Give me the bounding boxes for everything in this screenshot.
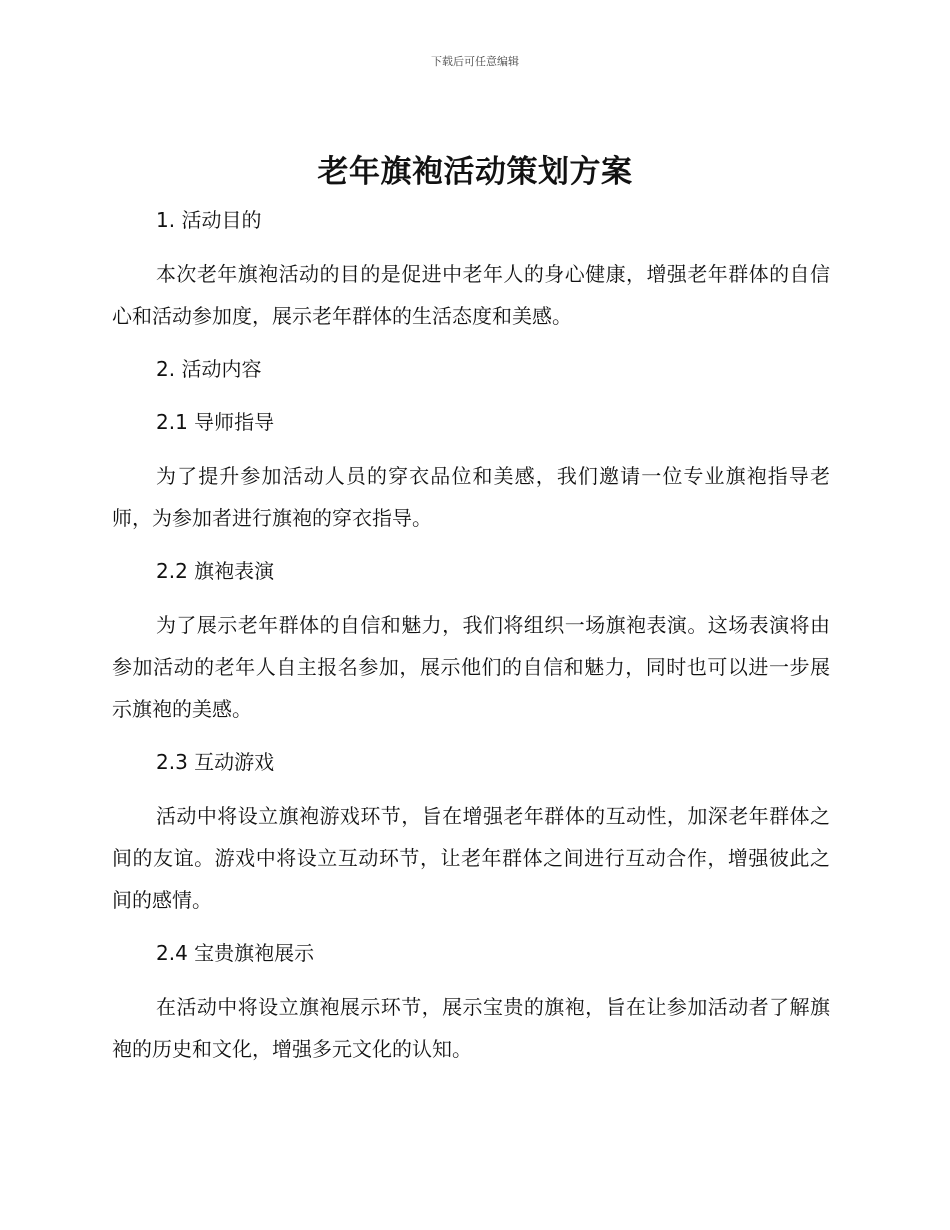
section-paragraph-games: 活动中将设立旗袍游戏环节，旨在增强老年群体的互动性，加深老年群体之间的友谊。游戏中将设立互动环节，让老年群体之间进行互动合作，增强彼此之间的感情。 (112, 804, 830, 912)
section-heading-performance: 2.2 旗袍表演 (156, 559, 275, 583)
document-body (112, 200, 830, 1070)
header-note: 下载后可任意编辑 (431, 55, 519, 68)
section-heading-purpose: 1. 活动目的 (156, 208, 262, 232)
section-heading-content: 2. 活动内容 (156, 357, 262, 381)
section-heading-mentor: 2.1 导师指导 (156, 410, 275, 434)
section-paragraph-mentor: 为了提升参加活动人员的穿衣品位和美感，我们邀请一位专业旗袍指导老师，为参加者进行旗袍的穿衣指导。 (112, 464, 830, 530)
section-heading-games: 2.3 互动游戏 (156, 750, 275, 774)
section-paragraph-exhibition: 在活动中将设立旗袍展示环节，展示宝贵的旗袍，旨在让参加活动者了解旗袍的历史和文化，增强多元文化的认知。 (112, 995, 830, 1061)
section-heading-exhibition: 2.4 宝贵旗袍展示 (156, 941, 315, 965)
document-title: 老年旗袍活动策划方案 (317, 154, 633, 190)
section-paragraph-purpose: 本次老年旗袍活动的目的是促进中老年人的身心健康，增强老年群体的自信心和活动参加度，展示老年群体的生活态度和美感。 (112, 262, 830, 328)
section-paragraph-performance: 为了展示老年群体的自信和魅力，我们将组织一场旗袍表演。这场表演将由参加活动的老年人自主报名参加，展示他们的自信和魅力，同时也可以进一步展示旗袍的美感。 (112, 613, 830, 721)
